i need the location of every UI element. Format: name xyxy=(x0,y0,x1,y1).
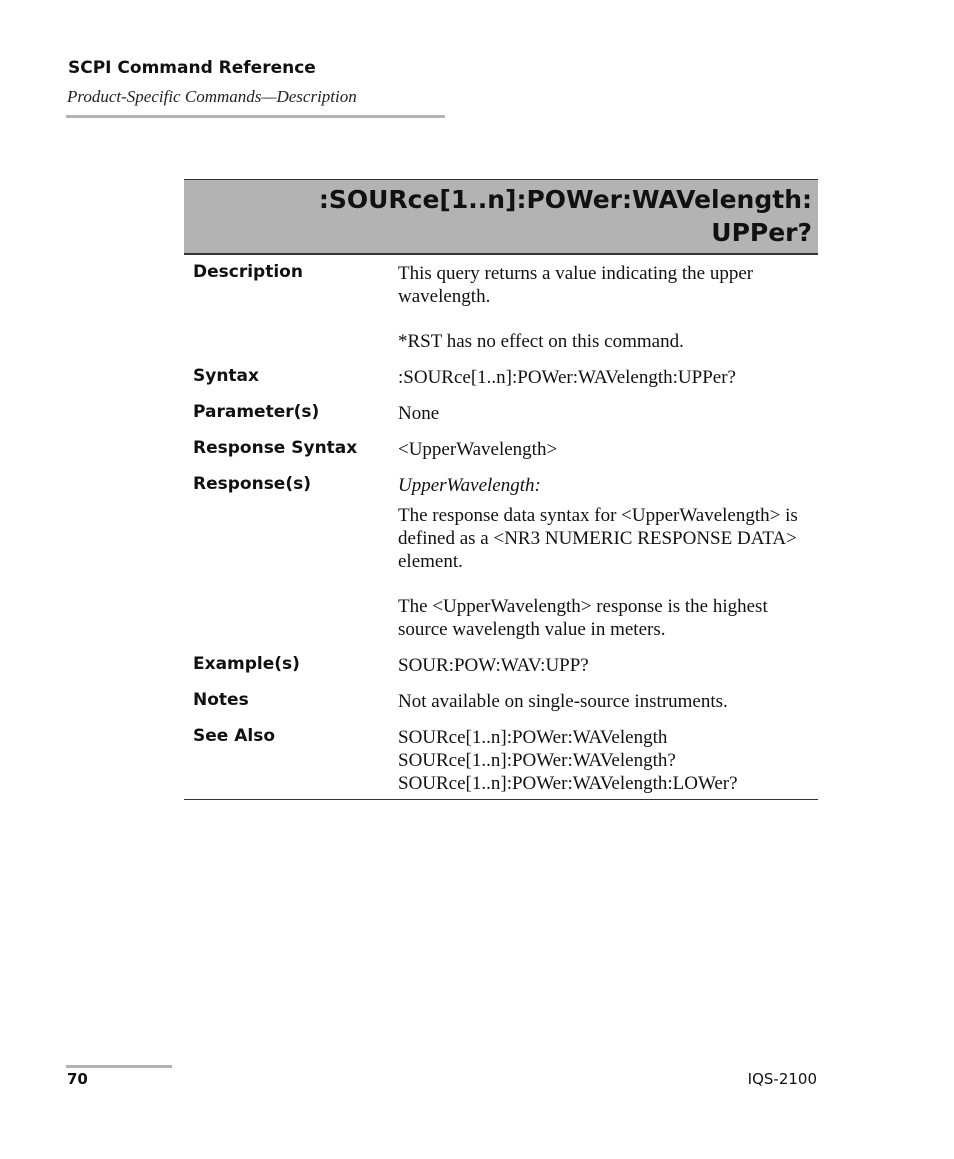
notes-value: Not available on single-source instruments. xyxy=(398,691,728,712)
syntax-value: :SOURce[1..n]:POWer:WAVelength:UPPer? xyxy=(398,367,736,388)
description-value xyxy=(398,262,808,353)
description-rst-note: *RST has no effect on this command. xyxy=(398,331,684,352)
description-text: This query returns a value indicating the upper wavelength. xyxy=(398,263,754,307)
command-header xyxy=(184,179,818,255)
product-name: IQS-2100 xyxy=(747,1070,817,1088)
see-also-label: See Also xyxy=(193,726,276,746)
footer-rule xyxy=(66,1065,172,1068)
page-number: 70 xyxy=(67,1070,88,1088)
section-title: SCPI Command Reference xyxy=(68,58,316,78)
command-title: :SOURce[1..n]:POWer:WAVelength: UPPer? xyxy=(318,185,812,247)
parameters-value: None xyxy=(398,403,440,424)
see-also-item[interactable]: SOURce[1..n]:POWer:WAVelength xyxy=(398,727,668,748)
responses-label: Response(s) xyxy=(193,474,311,494)
description-label: Description xyxy=(193,262,303,282)
examples-label: Example(s) xyxy=(193,654,300,674)
see-also-item[interactable]: SOURce[1..n]:POWer:WAVelength? xyxy=(398,750,676,771)
see-also-list xyxy=(398,726,808,795)
notes-label: Notes xyxy=(193,690,249,710)
responses-value xyxy=(398,474,808,641)
examples-value: SOUR:POW:WAV:UPP? xyxy=(398,655,589,676)
response-definition: The response data syntax for <UpperWavelength> is defined as a <NR3 NUMERIC RESPONSE DATA> element. xyxy=(398,505,798,572)
see-also-item[interactable]: SOURce[1..n]:POWer:WAVelength:LOWer? xyxy=(398,773,738,794)
table-end-rule xyxy=(184,799,818,800)
response-syntax-value: <UpperWavelength> xyxy=(398,439,558,460)
header-rule xyxy=(66,115,445,118)
response-meaning: The <UpperWavelength> response is the highest source wavelength value in meters. xyxy=(398,596,768,640)
subsection-title: Product-Specific Commands—Description xyxy=(67,87,357,106)
response-syntax-label: Response Syntax xyxy=(193,438,358,458)
parameters-label: Parameter(s) xyxy=(193,402,320,422)
syntax-label: Syntax xyxy=(193,366,259,386)
response-name: UpperWavelength: xyxy=(398,475,541,496)
